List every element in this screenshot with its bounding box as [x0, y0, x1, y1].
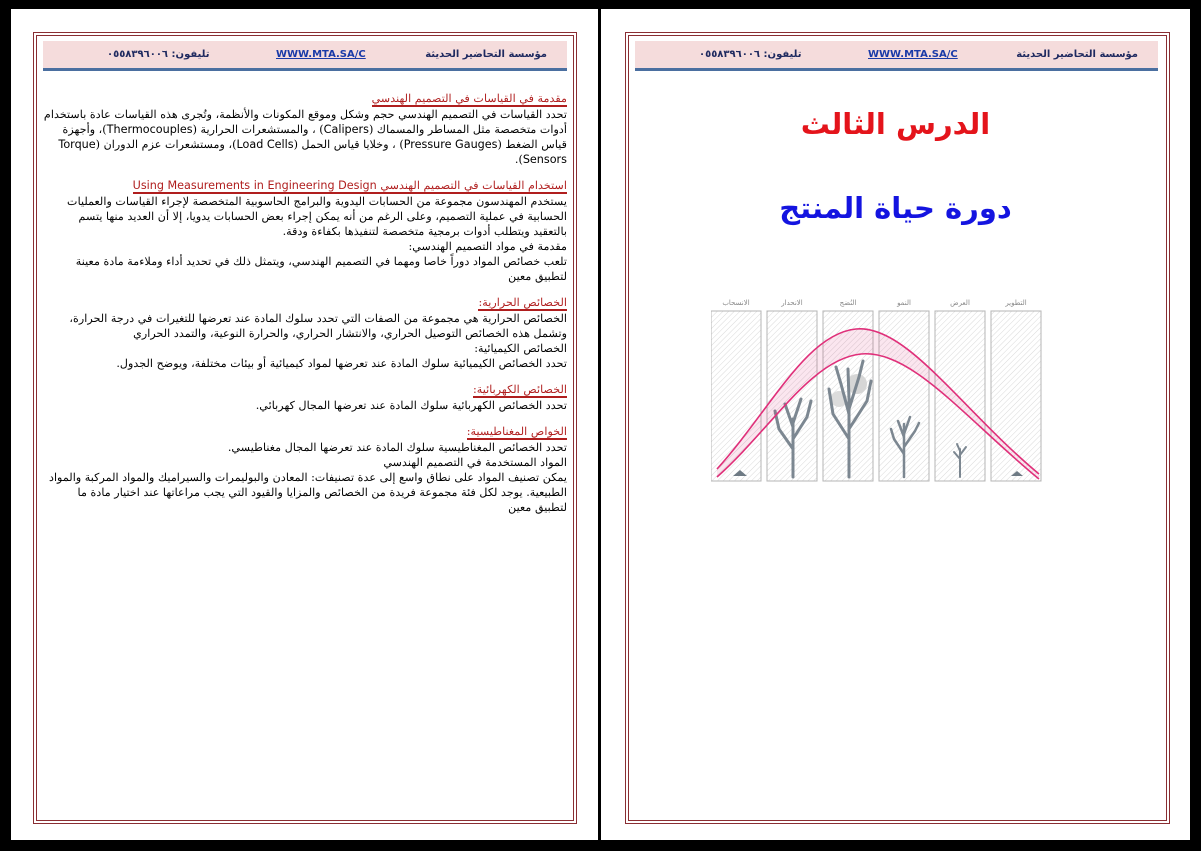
stage-label: التطوير — [1005, 299, 1027, 307]
section-paragraph: تلعب خصائص المواد دوراً خاصا ومهما في التصميم الهندسي، ويتمثل ذلك في تحديد أداء وملاءمة مادة معينة لتطبيق معين — [75, 255, 567, 283]
product-lifecycle-diagram — [711, 289, 1045, 485]
section-heading: مقدمة في القياسات في التصميم الهندسي — [371, 92, 567, 105]
section-heading: الخواص المغناطيسية: — [466, 425, 567, 438]
header-org: مؤسسة التحاضير الحديثة — [1016, 49, 1138, 60]
stage-label: النُضج — [839, 299, 857, 307]
stage-label: الانسحاب — [722, 299, 750, 307]
stage-label: الانحدار — [781, 299, 803, 307]
left-page-content — [43, 91, 567, 515]
section-paragraph: تحدد الخصائص المغناطيسية سلوك المادة عند تعرضها المجال مغناطيسي. — [227, 441, 567, 454]
header-website-link[interactable]: WWW.MTA.SA/C — [276, 49, 366, 60]
page-header — [43, 41, 567, 71]
section-paragraph: الخصائص الحرارية هي مجموعة من الصفات التي تحدد سلوك المادة عند تعرضها للتغيرات في درجة الحرارة، وتشمل هذه الخصائص التوصيل الحراري، والانتشار الحراري، والحرارة النوعية، والتمدد الحراري — [69, 312, 567, 340]
section-subheading: المواد المستخدمة في التصميم الهندسي — [383, 456, 567, 469]
section-subheading: مقدمة في مواد التصميم الهندسي: — [408, 240, 567, 253]
section-paragraph: يمكن تصنيف المواد على نطاق واسع إلى عدة تصنيفات: المعادن والبوليمرات والسيراميك والمواد المركبة والمواد الطبيعية. يوجد لكل فئة مجموعة فريدة من الخصائص والمزايا والقيود التي يجب مراعاتها عند اختيار مادة ما لتطبيق معين — [48, 471, 567, 514]
section-heading: الخصائص الحرارية: — [478, 296, 567, 309]
header-website-link[interactable]: WWW.MTA.SA/C — [868, 49, 958, 60]
header-phone: تليفون: ٠٥٥٨٣٩٦٠٠٦ — [107, 49, 210, 60]
left-page — [11, 9, 598, 840]
section-heading: الخصائص الكهربائية: — [472, 383, 567, 396]
header-org: مؤسسة التحاضير الحديثة — [425, 49, 547, 60]
stage-label: العرض — [950, 299, 970, 307]
stage-label: النمو — [897, 299, 911, 307]
section-paragraph: تحدد الخصائص الكهربائية سلوك المادة عند تعرضها المجال كهربائي. — [255, 399, 567, 412]
lesson-title: الدرس الثالث — [800, 107, 991, 141]
section-heading: استخدام القياسات في التصميم الهندسي Using Measurements in Engineering Design — [132, 179, 567, 192]
section-paragraph: يستخدم المهندسون مجموعة من الحسابات اليدوية والبرامج الحاسوبية المتخصصة لإجراء القياسات والعمليات الحسابية في عملية التصميم، وعلى الرغم من أنه يمكن إجراء بعض الحسابات يدويا، إلا أن العديد منها يتسم بالتعقيد ويتطلب أدوات برمجية متخصصة لتنفيذها بكفاءة ودقة. — [67, 195, 567, 238]
section-paragraph: تحدد القياسات في التصميم الهندسي حجم وشكل وموقع المكونات والأنظمة، وتُجرى هذه القياسات عادة باستخدام أدوات متخصصة مثل المساطر والمسماك (Calipers) ، والمستشعرات الحرارية (Thermocouples)، وأجهزة قياس الضغط (Pressure Gauges) ، وخلايا قياس الحمل (Load Cells)، ومستشعرات عزم الدوران (Torque Sensors). — [43, 108, 567, 166]
section-subheading: الخصائص الكيميائية: — [474, 342, 567, 355]
right-page — [601, 9, 1190, 840]
product-lifecycle-title: دورة حياة المنتج — [779, 191, 1012, 225]
header-phone: تليفون: ٠٥٥٨٣٩٦٠٠٦ — [699, 49, 802, 60]
page-header — [635, 41, 1158, 71]
section-paragraph: تحدد الخصائص الكيميائية سلوك المادة عند تعرضها لمواد كيميائية أو بيئات مختلفة، ويوضح الجدول. — [116, 357, 567, 370]
